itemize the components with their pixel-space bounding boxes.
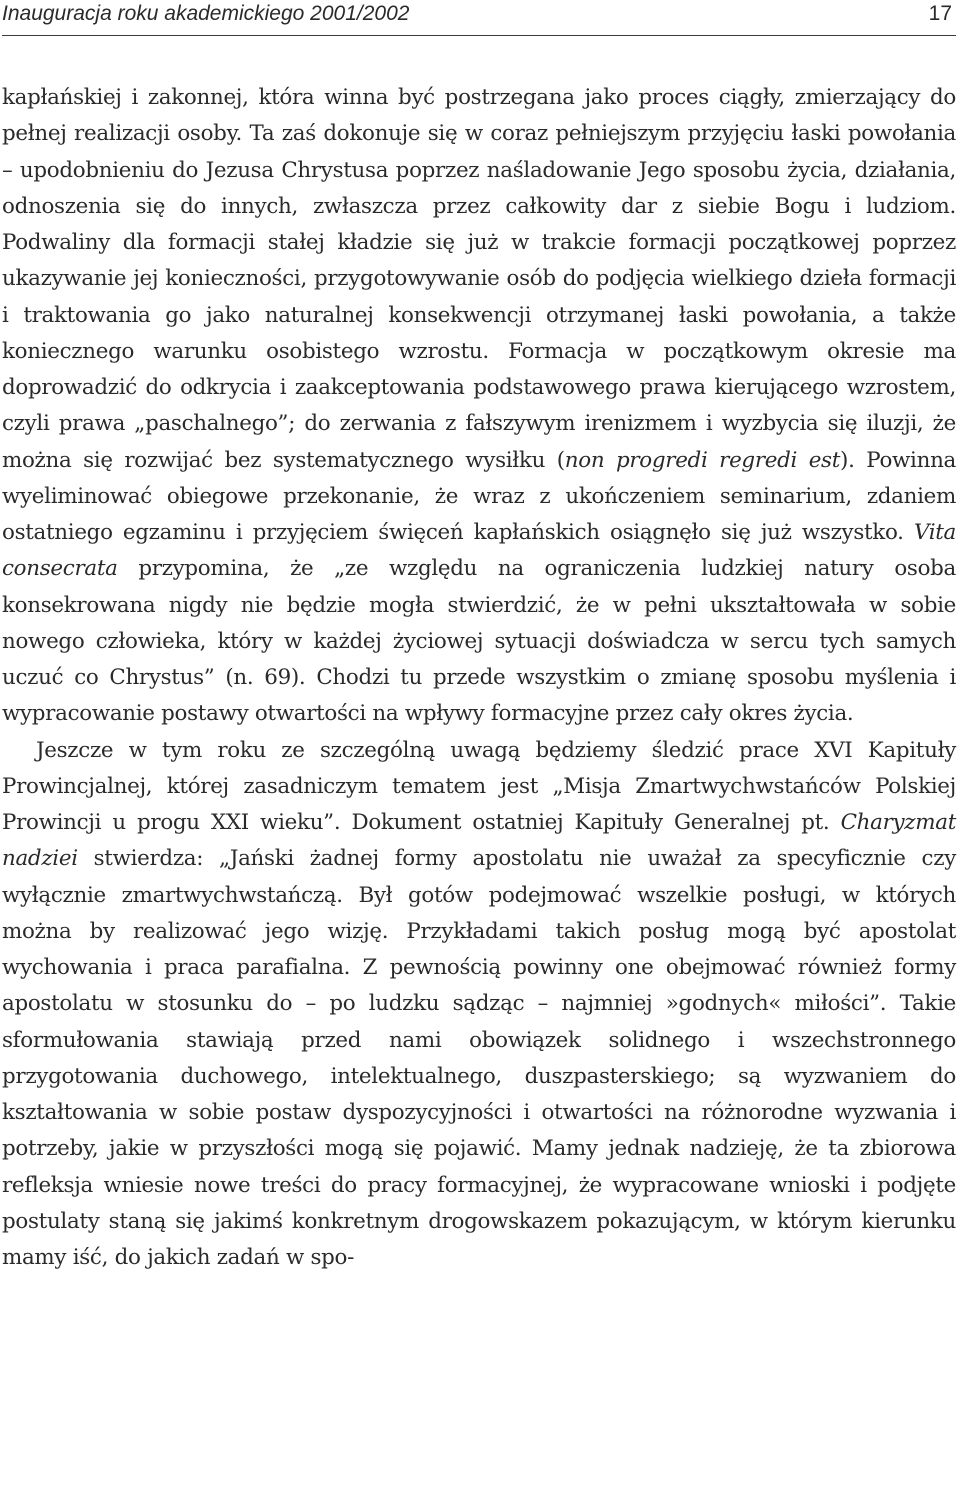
text-run: kapłańskiej i zakonnej, która winna być postrzegana jako proces ciągły, zmierzający do pełnej realizacji osoby. Ta zaś dokonuje się w coraz pełniejszym przyjęciu łaski powołania – upodobnieniu do Jezusa Chrystusa poprzez naśladowanie Jego sposobu życia, działania, odnoszenia się do innych, zwłaszcza przez całkowity dar z siebie Bogu i ludziom. Podwaliny dla formacji stałej kładzie się już w trakcie formacji początkowej poprzez ukazywanie jej konieczności, przygotowywanie osób do podjęcia wielkiego dzieła formacji i traktowania go jako naturalnej konsekwencji otrzymanej łaski powołania, a także koniecznego warunku osobistego wzrostu. Formacja w początkowym okresie ma doprowadzić do odkrycia i zaakceptowania podstawowego prawa kierującego wzrostem, czyli prawa „paschalnego”; do zerwania z fałszywym irenizmem i wyzbycia się iluzji, że można się rozwijać bez systematycznego wysiłku ( [2, 85, 956, 473]
running-title: Inauguracja roku akademickiego 2001/2002 [2, 2, 410, 25]
text-run: ). Powinna wyeliminować obiegowe przekonanie, że wraz z ukończeniem seminarium, zdaniem ostatniego egzaminu i przyjęciem święceń kapłańskich osiągnęło się już wszystko. [2, 447, 956, 545]
latin-phrase: non progredi regredi est [564, 447, 841, 473]
page-number: 17 [928, 2, 952, 25]
document-title-vita-consecrata: Vita consecrata [2, 520, 956, 582]
document-title-charyzmat-nadziei: Charyzmat nadziei [2, 810, 956, 872]
running-header [2, 0, 956, 36]
paragraph-1 [2, 80, 956, 733]
text-run: Jeszcze w tym roku ze szczególną uwagą będziemy śledzić prace XVI Kapituły Prowincjalnej, której zasadniczym tematem jest „Misja Zmartwychwstańców Polskiej Prowincji u progu XXI wieku”. Dokument ostatniej Kapituły Generalnej pt. [2, 737, 956, 835]
paragraph-2 [2, 733, 956, 1277]
text-run: przypomina, że „ze względu na ograniczenia ludzkiej natury osoba konsekrowana nigdy nie będzie mogła stwierdzić, że w pełni ukształtowała w sobie nowego człowieka, który w każdej życiowej sytuacji doświadcza w sercu tych samych uczuć co Chrystus” (n. 69). Chodzi tu przede wszystkim o zmianę sposobu myślenia i wypracowanie postawy otwartości na wpływy formacyjne przez cały okres życia. [2, 556, 956, 727]
text-run: stwierdza: „Jański żadnej formy apostolatu nie uważał za specyficznie czy wyłącznie zmartwychwstańczą. Był gotów podejmować wszelkie posługi, w których można by realizować jego wizję. Przykładami takich posług mogą być apostolat wychowania i praca parafialna. Z pewnością powinny one obejmować również formy apostolatu w stosunku do – po ludzku sądząc – najmniej »godnych« miłości”. Takie sformułowania stawiają przed nami obowiązek solidnego i wszechstronnego przygotowania duchowego, intelektualnego, duszpasterskiego; są wyzwaniem do kształtowania w sobie postaw dyspozycyjności i otwartości na różnorodne wyzwania i potrzeby, jakie w przyszłości mogą się pojawić. Mamy jednak nadzieję, że ta zbiorowa refleksja wniesie nowe treści do pracy formacyjnej, że wypracowane wnioski i podjęte postulaty staną się jakimś konkretnym drogowskazem pokazującym, w którym kierunku mamy iść, do jakich zadań w spo- [2, 846, 956, 1270]
body-text [2, 80, 956, 1276]
